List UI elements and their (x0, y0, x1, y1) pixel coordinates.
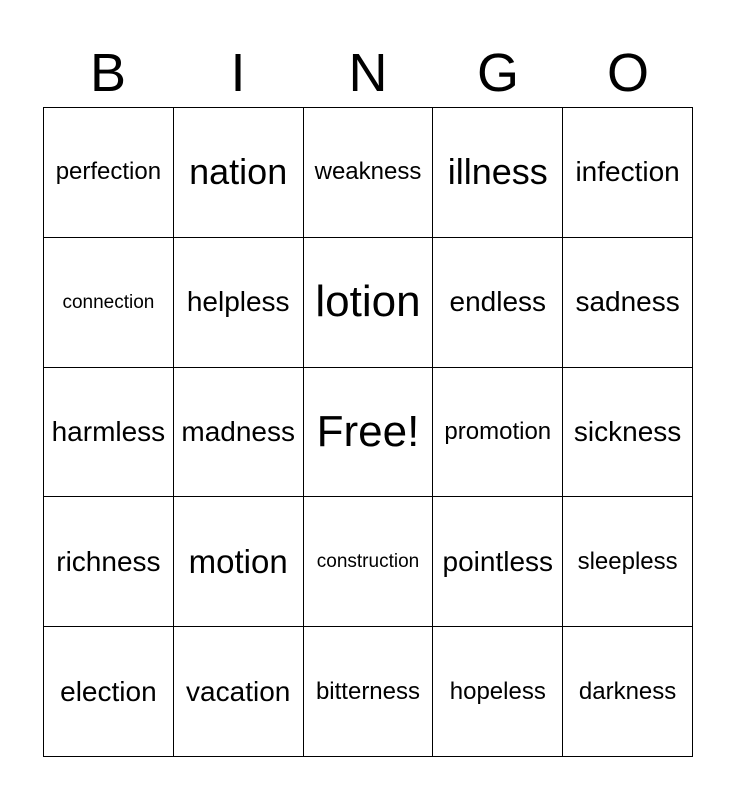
bingo-cell[interactable]: vacation (174, 627, 304, 757)
bingo-cell[interactable]: perfection (44, 108, 174, 238)
bingo-cell[interactable]: madness (174, 368, 304, 498)
bingo-cell[interactable]: darkness (563, 627, 693, 757)
bingo-cell[interactable]: endless (433, 238, 563, 368)
bingo-cell[interactable]: motion (174, 497, 304, 627)
header-letter-o: O (606, 43, 649, 103)
header-letter-n: N (348, 43, 388, 103)
bingo-cell[interactable]: nation (174, 108, 304, 238)
bingo-cell[interactable]: sleepless (563, 497, 693, 627)
header-letter-b: B (89, 43, 127, 103)
bingo-cell[interactable]: election (44, 627, 174, 757)
bingo-cell[interactable]: sadness (563, 238, 693, 368)
bingo-cell[interactable]: infection (563, 108, 693, 238)
bingo-header (43, 40, 693, 106)
bingo-cell[interactable]: illness (433, 108, 563, 238)
free-space[interactable]: Free! (304, 368, 434, 498)
header-letter-i: I (230, 43, 246, 103)
bingo-cell[interactable]: pointless (433, 497, 563, 627)
bingo-cell[interactable]: helpless (174, 238, 304, 368)
bingo-cell[interactable]: promotion (433, 368, 563, 498)
bingo-cell[interactable]: construction (304, 497, 434, 627)
bingo-cell[interactable]: sickness (563, 368, 693, 498)
bingo-cell[interactable]: weakness (304, 108, 434, 238)
bingo-cell[interactable]: harmless (44, 368, 174, 498)
bingo-cell[interactable]: richness (44, 497, 174, 627)
bingo-cell[interactable]: bitterness (304, 627, 434, 757)
bingo-cell[interactable]: lotion (304, 238, 434, 368)
bingo-cell[interactable]: hopeless (433, 627, 563, 757)
bingo-board (43, 107, 693, 757)
header-letter-g: G (476, 43, 519, 103)
bingo-cell[interactable]: connection (44, 238, 174, 368)
